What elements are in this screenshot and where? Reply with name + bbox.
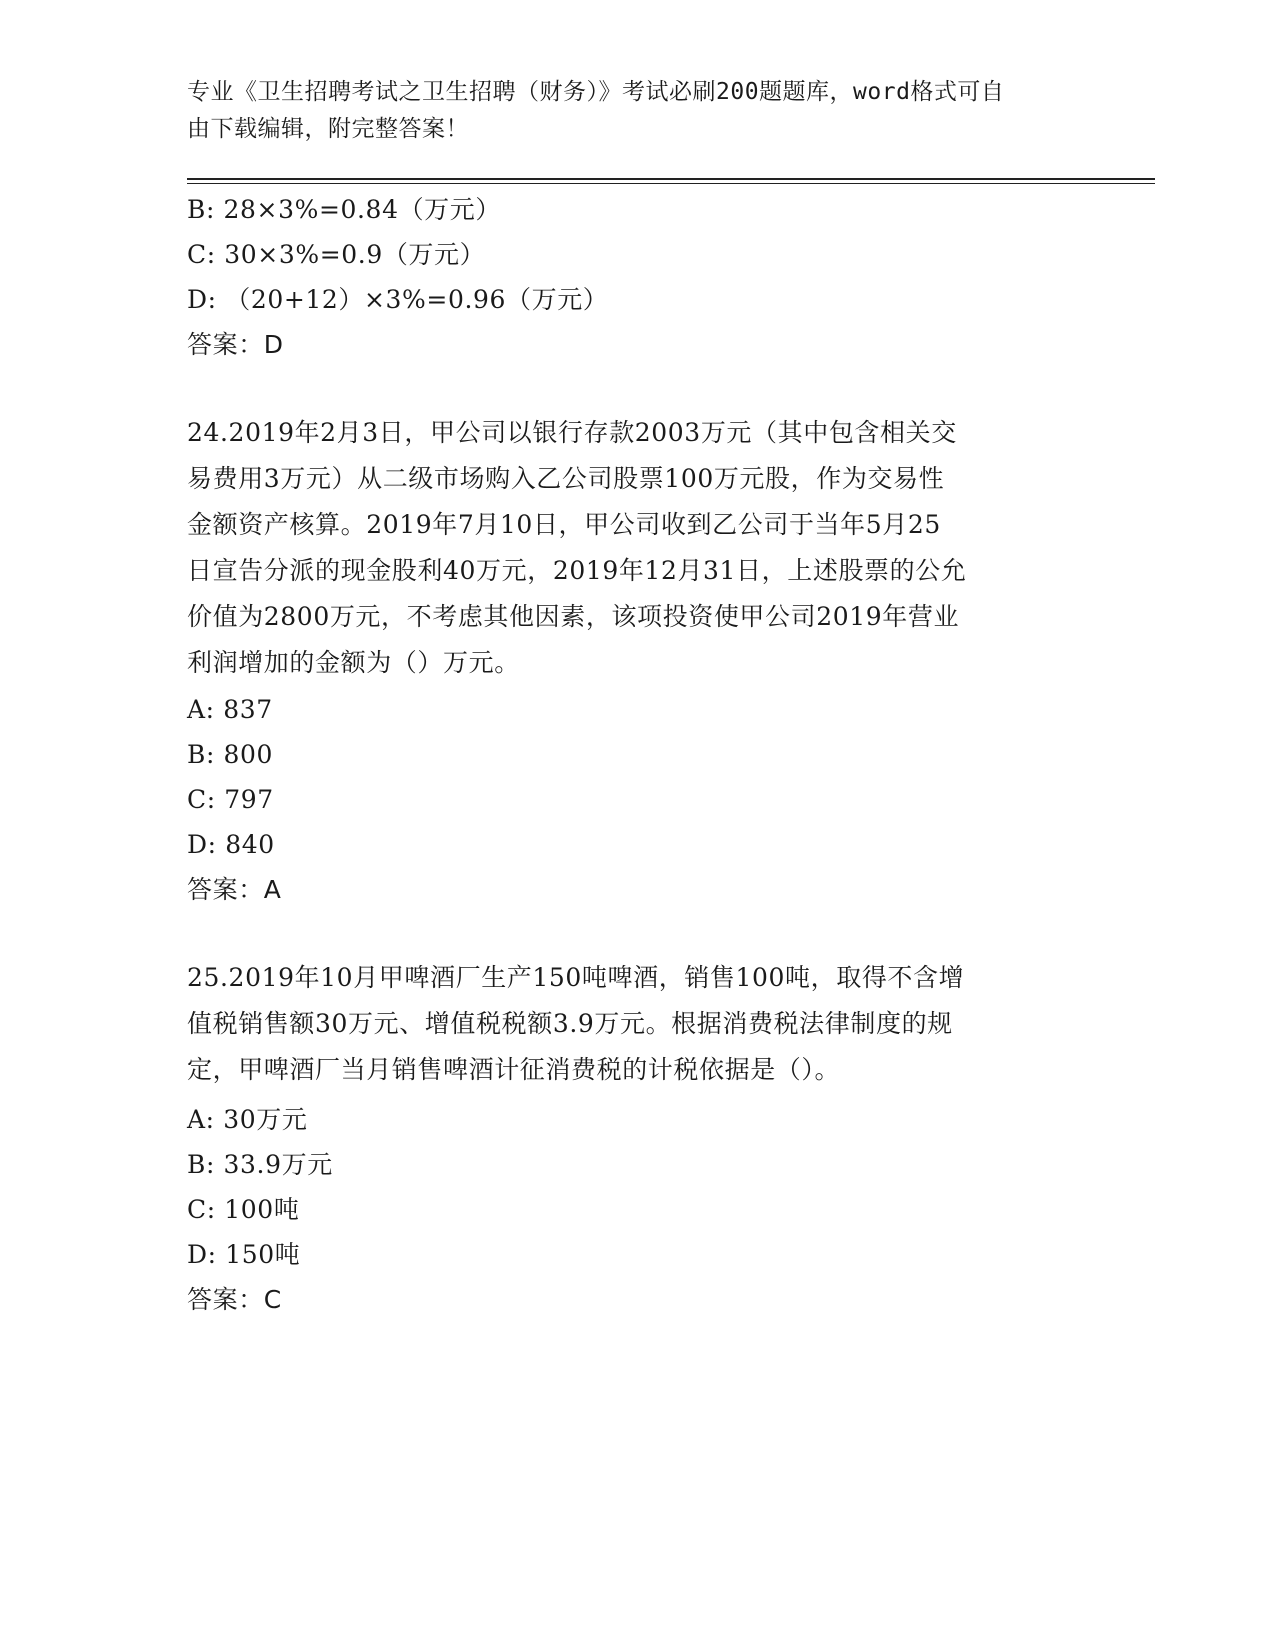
prev-option-d: D: （20+12）×3%=0.96（万元） [187,285,609,314]
q25-option-d: D: 150吨 [187,1240,301,1269]
header-line-2: 由下载编辑，附完整答案！ [187,116,469,142]
q25-option-a: A: 30万元 [187,1105,308,1134]
header-line-1: 专业《卫生招聘考试之卫生招聘（财务）》考试必刷200题题库，word格式可自 [187,79,1005,105]
prev-option-c: C: 30×3%=0.9（万元） [187,240,486,269]
question-24-text [187,410,1087,686]
question-25-line: 值税销售额30万元、增值税税额3.9万元。根据消费税法律制度的规 [187,1009,953,1038]
question-24-line: 金额资产核算。2019年7月10日，甲公司收到乙公司于当年5月25 [187,510,941,539]
question-25-line: 定，甲啤酒厂当月销售啤酒计征消费税的计税依据是（）。 [187,1055,841,1084]
q25-option-b: B: 33.9万元 [187,1150,333,1179]
q25-answer: 答案：C [187,1285,282,1314]
prev-option-b: B: 28×3%=0.84（万元） [187,195,501,224]
q24-option-a: A: 837 [187,695,273,724]
question-24-line: 利润增加的金额为（）万元。 [187,648,520,677]
header-rule-thick [187,178,1155,180]
q25-option-c: C: 100吨 [187,1195,300,1224]
q24-option-d: D: 840 [187,830,275,859]
question-24-line: 价值为2800万元，不考虑其他因素，该项投资使甲公司2019年营业 [187,602,960,631]
question-25-text [187,955,1087,1093]
question-25-line: 25.2019年10月甲啤酒厂生产150吨啤酒，销售100吨，取得不含增 [187,963,965,992]
document-header [187,74,1067,148]
q24-option-c: C: 797 [187,785,274,814]
question-24-line: 24.2019年2月3日，甲公司以银行存款2003万元（其中包含相关交 [187,418,957,447]
question-24-line: 日宣告分派的现金股利40万元，2019年12月31日，上述股票的公允 [187,556,967,585]
prev-answer: 答案：D [187,330,284,359]
q24-option-b: B: 800 [187,740,274,769]
header-rule-thin [187,183,1155,184]
question-24-line: 易费用3万元）从二级市场购入乙公司股票100万元股，作为交易性 [187,464,945,493]
q24-answer: 答案：A [187,875,282,904]
